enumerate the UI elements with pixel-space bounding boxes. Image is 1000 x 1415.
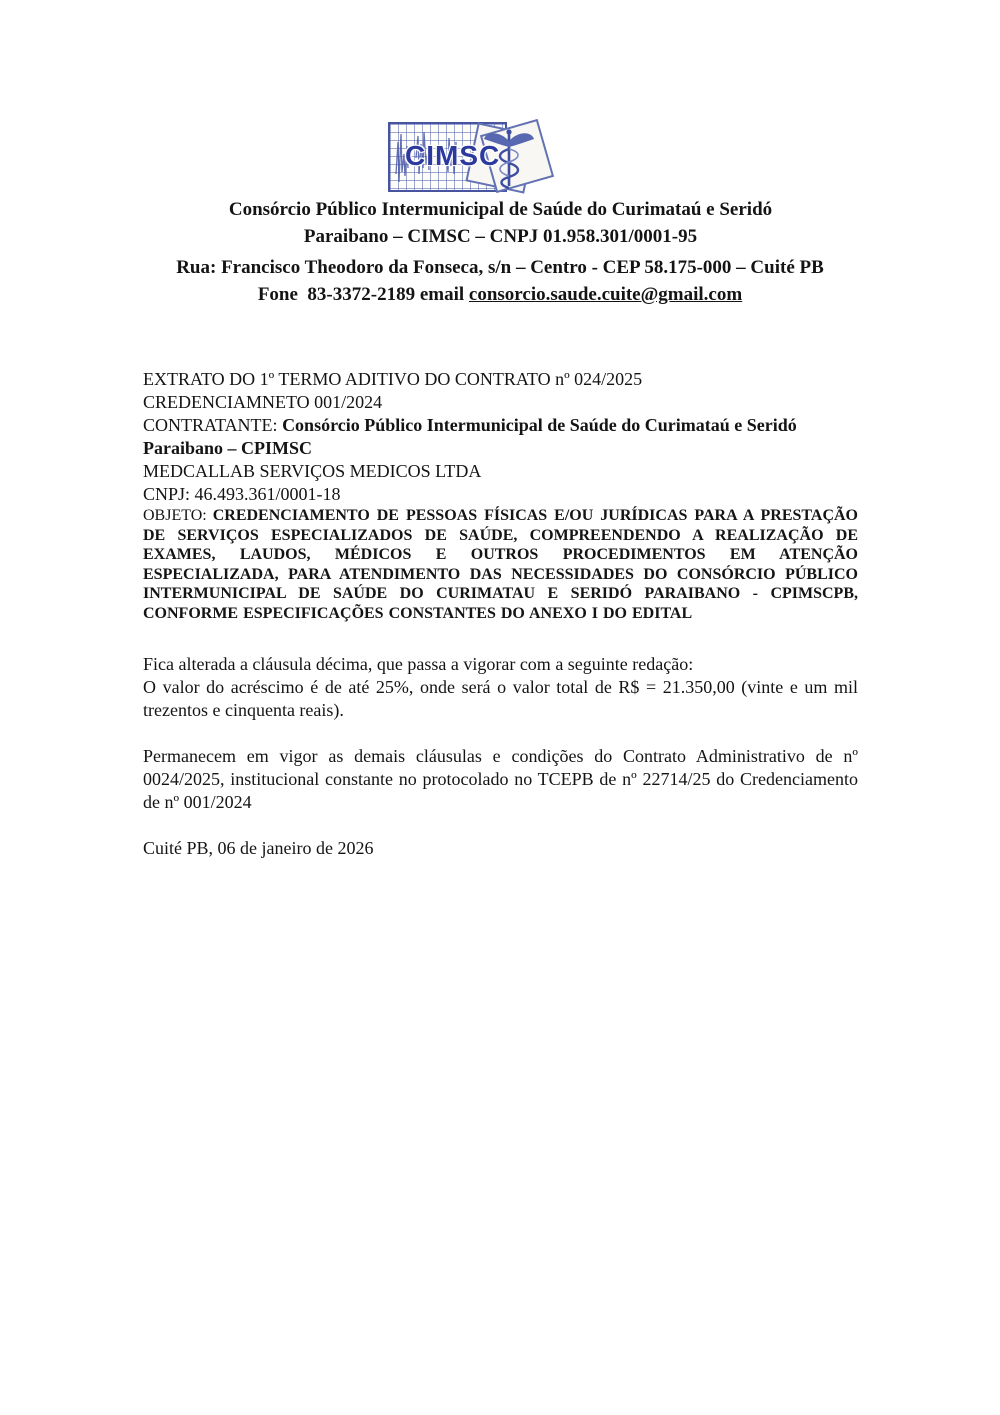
phone-email-label: Fone 83-3372-2189 email xyxy=(257,284,469,305)
document-body xyxy=(143,368,858,860)
org-name-line1: Consórcio Público Intermunicipal de Saúde do Curimataú e Seridó xyxy=(228,199,773,220)
objeto-label: OBJETO: xyxy=(143,507,213,524)
extract-title: EXTRATO DO 1º TERMO ADITIVO DO CONTRATO nº 024/2025 xyxy=(143,369,643,389)
contact-line xyxy=(120,281,880,308)
date-line: Cuité PB, 06 de janeiro de 2026 xyxy=(143,838,374,858)
contratante-value: Consórcio Público Intermunicipal de Saúde do Curimataú e Seridó Paraibano – CPIMSC xyxy=(143,415,797,458)
remaining-clauses-paragraph: Permanecem em vigor as demais cláusulas e condições do Contrato Administrativo de nº 0024/2025, institucional constante no protocolado no TCEPB de nº 22714/25 do Credenciamento de nº 001/2024 xyxy=(143,746,858,812)
header-address xyxy=(120,254,880,308)
contratante-line xyxy=(143,414,858,460)
address-line: Rua: Francisco Theodoro da Fonseca, s/n – Centro - CEP 58.175-000 – Cuité PB xyxy=(176,257,824,278)
cnpj-line: CNPJ: 46.493.361/0001-18 xyxy=(143,484,341,504)
email-link[interactable]: consorcio.saude.cuite@gmail.com xyxy=(468,284,743,305)
objeto-paragraph xyxy=(143,506,858,623)
contractor-name: MEDCALLAB SERVIÇOS MEDICOS LTDA xyxy=(143,461,482,481)
cimsc-logo xyxy=(388,119,570,197)
contratante-label: CONTRATANTE: xyxy=(143,415,283,435)
header-organization xyxy=(143,196,858,250)
logo-cimsc-text: CIMSC xyxy=(405,140,501,171)
clause-amendment-line: Fica alterada a cláusula décima, que passa a vigorar com a seguinte redação: xyxy=(143,654,694,674)
objeto-value: CREDENCIAMENTO DE PESSOAS FÍSICAS E/OU JURÍDICAS PARA A PRESTAÇÃO DE SERVIÇOS ESPECIALIZADOS DE SAÚDE, COMPREENDENDO A REALIZAÇÃO DE EXAMES, LAUDOS, MÉDICOS E OUTROS PROCEDIMENTOS EM ATENÇÃO ESPECIALIZADA, PARA ATENDIMENTO DAS NECESSIDADES DO CONSÓRCIO PÚBLICO INTERMUNICIPAL DE SAÚDE DO CURIMATAU E SERIDÓ PARAIBANO - CPIMSCPB, CONFORME ESPECIFICAÇÕES CONSTANTES DO ANEXO I DO EDITAL xyxy=(143,507,858,622)
credenciamento-line: CREDENCIAMNETO 001/2024 xyxy=(143,392,383,412)
contract-value-paragraph: O valor do acréscimo é de até 25%, onde será o valor total de R$ = 21.350,00 (vinte e um mil trezentos e cinquenta reais). xyxy=(143,677,858,720)
org-name-line2: Paraibano – CIMSC – CNPJ 01.958.301/0001-95 xyxy=(303,226,698,247)
